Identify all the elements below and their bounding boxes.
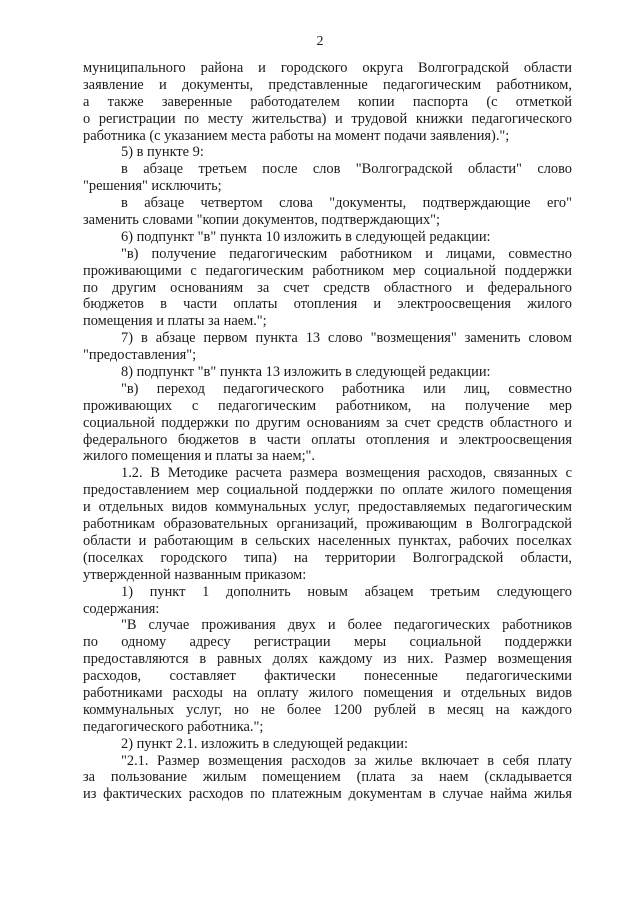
text-line: предоставляются в равных долях каждому из них. Размер возмещения (83, 651, 572, 668)
text-line: 6) подпункт "в" пункта 10 изложить в следующей редакции: (121, 228, 491, 245)
text-line: о регистрации по месту жительства) и трудовой книжки педагогического (83, 110, 572, 127)
document-body (83, 60, 572, 803)
text-line: из фактических расходов по платежным документам в случае найма жилья (83, 786, 572, 803)
text-line: заменить словами "копии документов, подтверждающих"; (83, 212, 441, 229)
text-line: проживающих с педагогическим работником, на получение мер (83, 397, 572, 414)
text-line: работника (с указанием места работы на момент подачи заявления)."; (83, 127, 510, 144)
text-line: "В случае проживания двух и более педагогических работников (121, 617, 572, 634)
text-line: за пользование жилым помещением (плата за наем (складывается (83, 769, 572, 786)
text-line: 5) в пункте 9: (121, 144, 204, 161)
text-line: помещения и платы за наем."; (83, 313, 267, 330)
text-line: жилого помещения и платы за наем;". (83, 448, 316, 465)
text-line: по другим основаниям за счет средств областного и федерального (83, 279, 572, 296)
text-line: бюджетов в части оплаты отопления и электроосвещения жилого (83, 296, 572, 313)
text-line: работникам образовательных организаций, проживающим в Волгоградской (83, 516, 572, 533)
text-line: (поселках городского типа) на территории Волгоградской области, (83, 549, 572, 566)
text-line: в абзаце третьем после слов "Волгоградской области" слово (121, 161, 572, 178)
text-line: "2.1. Размер возмещения расходов за жилье включает в себя плату (121, 752, 572, 769)
text-line: и отдельных видов коммунальных услуг, предоставляемых педагогическим (83, 499, 572, 516)
text-line: работниками расходы на оплату жилого помещения и отдельных видов (83, 684, 572, 701)
text-line: "решения" исключить; (83, 178, 222, 195)
text-line: по одному адресу регистрации меры социальной поддержки (83, 634, 572, 651)
text-line: в абзаце четвертом слова "документы, подтверждающие его" (121, 195, 572, 212)
page-number: 2 (316, 34, 324, 49)
text-line: 7) в абзаце первом пункта 13 слово "возмещения" заменить словом (121, 330, 572, 347)
text-line: федерального бюджетов в части оплаты отопления и электроосвещения (83, 431, 572, 448)
text-line: коммунальных услуг, но не более 1200 рублей в месяц на каждого (83, 701, 572, 718)
text-line: педагогического работника."; (83, 718, 264, 735)
text-line: содержания: (83, 600, 160, 617)
text-line: социальной поддержки по другим основаниям за счет средств областного и (83, 414, 572, 431)
text-line: расходов, составляет фактически понесенные педагогическими (83, 668, 572, 685)
text-line: предоставлением мер социальной поддержки по оплате жилого помещения (83, 482, 572, 499)
text-line: "в) получение педагогическим работником и лицами, совместно (121, 245, 572, 262)
text-line: 2) пункт 2.1. изложить в следующей редакции: (121, 735, 408, 752)
text-line: муниципального района и городского округа Волгоградской области (83, 60, 572, 76)
text-line: 8) подпункт "в" пункта 13 изложить в следующей редакции: (121, 364, 491, 381)
text-line: 1) пункт 1 дополнить новым абзацем третьим следующего (121, 583, 572, 600)
text-line: заявление и документы, представленные педагогическим работником, (83, 76, 572, 93)
text-line: проживающими с педагогическим работником мер социальной поддержки (83, 262, 572, 279)
text-line: области и работающим в сельских населенных пунктах, рабочих поселках (83, 532, 572, 549)
text-line: "предоставления"; (83, 347, 197, 364)
text-line: а также заверенные работодателем копии паспорта (с отметкой (83, 93, 572, 110)
text-line: 1.2. В Методике расчета размера возмещения расходов, связанных с (121, 465, 572, 482)
text-line: утвержденной названным приказом: (83, 566, 307, 583)
text-line: "в) переход педагогического работника или лиц, совместно (121, 380, 572, 397)
